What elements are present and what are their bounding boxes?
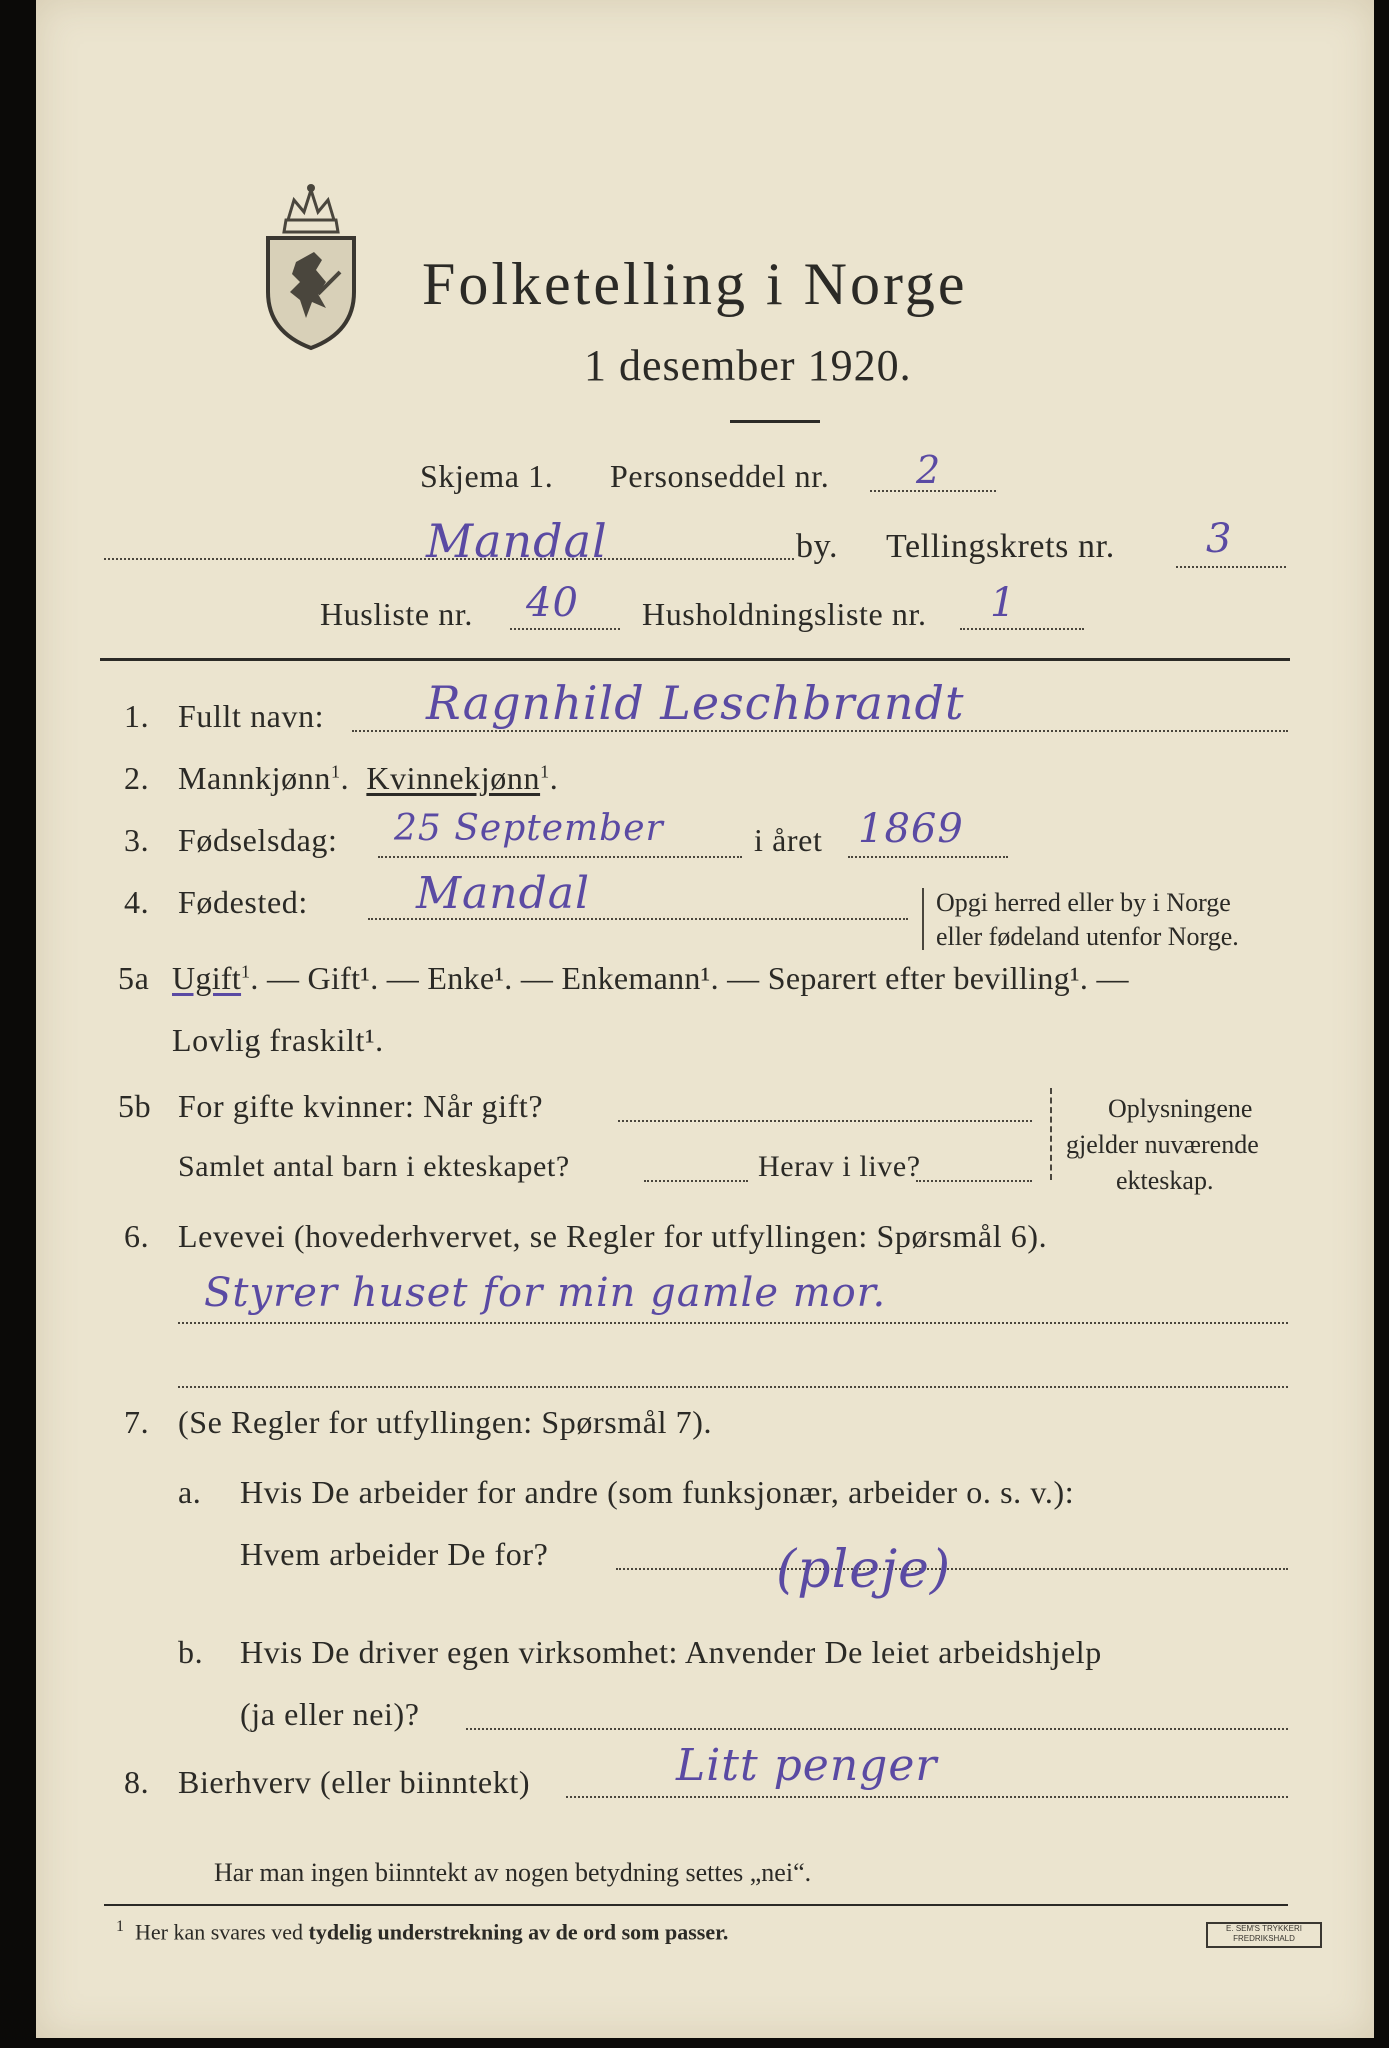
birthplace-value[interactable]: Mandal bbox=[416, 868, 591, 919]
skjema-label: Skjema 1. bbox=[420, 458, 554, 494]
q6-line2 bbox=[178, 1386, 1288, 1388]
ugift-option[interactable]: Ugift bbox=[172, 960, 242, 996]
q7b-letter: b. bbox=[178, 1634, 204, 1670]
q7a-letter: a. bbox=[178, 1474, 202, 1510]
q2-number: 2. bbox=[124, 760, 150, 796]
husholdning-label: Husholdningsliste nr. bbox=[642, 596, 927, 632]
q5b-label2: Samlet antal barn i ekteskapet? bbox=[178, 1150, 570, 1183]
q5b-children-line bbox=[644, 1180, 748, 1182]
male-option[interactable]: Mannkjønn bbox=[178, 760, 331, 796]
census-form bbox=[36, 0, 1374, 2038]
q5b-number: 5b bbox=[118, 1088, 152, 1124]
female-footnote-mark: 1 bbox=[540, 761, 550, 782]
q5b-brace bbox=[1050, 1088, 1052, 1180]
occupation-value[interactable]: Styrer huset for min gamle mor. bbox=[204, 1270, 887, 1316]
q5a-other-options: . — Gift¹. — Enke¹. — Enkemann¹. — Separert efter bevilling¹. — bbox=[250, 960, 1129, 996]
tellingskrets-line bbox=[1176, 566, 1286, 568]
q3-label: Fødselsdag: bbox=[178, 822, 338, 858]
q7-label: (Se Regler for utfyllingen: Spørsmål 7). bbox=[178, 1404, 713, 1440]
q5b-note-line2: gjelder nuværende bbox=[1066, 1130, 1259, 1159]
full-name-value[interactable]: Ragnhild Leschbrandt bbox=[426, 676, 965, 730]
q5a-line2: Lovlig fraskilt¹. bbox=[172, 1022, 384, 1058]
husliste-value[interactable]: 40 bbox=[526, 580, 579, 626]
footnote bbox=[116, 1918, 728, 1945]
q5b-note-line1: Oplysningene bbox=[1108, 1094, 1253, 1123]
footnote-bold: tydelig understrekning av de ord som passer. bbox=[308, 1919, 729, 1945]
q6-label: Levevei (hovederhvervet, se Regler for utfyllingen: Spørsmål 6). bbox=[178, 1218, 1048, 1254]
footnote-mark: 1 bbox=[116, 1918, 124, 1935]
q7-number: 7. bbox=[124, 1404, 150, 1440]
q7b-line2: (ja eller nei)? bbox=[240, 1696, 420, 1732]
personseddel-value[interactable]: 2 bbox=[916, 448, 942, 492]
q1-line bbox=[352, 730, 1288, 732]
q5a-number: 5a bbox=[118, 960, 150, 996]
q7a-line1: Hvis De arbeider for andre (som funksjonær, arbeider o. s. v.): bbox=[240, 1474, 1075, 1510]
printer-stamp bbox=[1206, 1922, 1322, 1948]
q6-line1 bbox=[178, 1322, 1288, 1324]
q7b-line bbox=[466, 1728, 1288, 1730]
q3-day-line bbox=[378, 856, 742, 858]
side-income-value[interactable]: Litt penger bbox=[676, 1740, 938, 1791]
q6-number: 6. bbox=[124, 1218, 150, 1254]
employer-value[interactable]: (pleje) bbox=[776, 1540, 952, 1600]
male-footnote-mark: 1 bbox=[330, 761, 341, 782]
q8-number: 8. bbox=[124, 1764, 150, 1800]
q2-options: Mannkjønn$^1$. Kvinnekjønn$^1$. bbox=[178, 760, 559, 796]
q3-number: 3. bbox=[124, 822, 150, 858]
footnote-lead: Her kan svares ved bbox=[135, 1919, 303, 1945]
q2-end: . bbox=[549, 760, 559, 796]
q7a-line2: Hvem arbeider De for? bbox=[240, 1536, 549, 1572]
form-date: 1 desember 1920. bbox=[584, 341, 912, 390]
by-label: by. bbox=[796, 528, 839, 565]
title-divider bbox=[730, 420, 820, 423]
q7b-line1: Hvis De driver egen virksomhet: Anvender De leiet arbeidshjelp bbox=[240, 1634, 1102, 1670]
birth-year-value[interactable]: 1869 bbox=[858, 806, 964, 852]
q3-year-line bbox=[848, 856, 1008, 858]
footnote-divider bbox=[104, 1904, 1288, 1906]
q1-number: 1. bbox=[124, 698, 150, 734]
q1-label: Fullt navn: bbox=[178, 698, 325, 734]
ugift-footnote-mark: 1 bbox=[241, 961, 251, 982]
q4-number: 4. bbox=[124, 884, 150, 920]
q5b-label3: Herav i live? bbox=[758, 1150, 921, 1183]
q5b-label1: For gifte kvinner: Når gift? bbox=[178, 1088, 544, 1124]
header-divider bbox=[100, 658, 1290, 661]
female-option[interactable]: Kvinnekjønn bbox=[366, 760, 541, 796]
husliste-line bbox=[510, 628, 620, 630]
husholdning-line bbox=[960, 628, 1084, 630]
q3-year-label: i året bbox=[754, 822, 823, 858]
q4-note-line2: eller fødeland utenfor Norge. bbox=[936, 922, 1239, 951]
printer-stamp-line2: FREDRIKSHALD bbox=[1233, 1934, 1295, 1943]
q5b-note-line3: ekteskap. bbox=[1116, 1166, 1214, 1195]
coat-of-arms-icon bbox=[256, 182, 366, 352]
q8-line bbox=[566, 1796, 1288, 1798]
q8-label: Bierhverv (eller biinntekt) bbox=[178, 1764, 531, 1800]
husholdning-value[interactable]: 1 bbox=[990, 580, 1017, 626]
tellingskrets-value[interactable]: 3 bbox=[1206, 516, 1233, 562]
q4-label: Fødested: bbox=[178, 884, 308, 920]
tellingskrets-label: Tellingskrets nr. bbox=[886, 528, 1115, 565]
birth-day-value[interactable]: 25 September bbox=[394, 808, 664, 849]
q5b-living-line bbox=[916, 1180, 1032, 1182]
q7a-line bbox=[616, 1568, 1288, 1570]
q5a-options bbox=[172, 960, 1129, 997]
q4-note-line1: Opgi herred eller by i Norge bbox=[936, 888, 1231, 917]
form-title: Folketelling i Norge bbox=[422, 251, 968, 317]
personseddel-label: Personseddel nr. bbox=[610, 458, 830, 494]
husliste-label: Husliste nr. bbox=[320, 596, 473, 632]
printer-stamp-line1: E. SEM'S TRYKKERI bbox=[1226, 1924, 1302, 1933]
place-value[interactable]: Mandal bbox=[426, 514, 608, 568]
q5b-married-line bbox=[618, 1120, 1032, 1122]
q4-brace bbox=[922, 888, 924, 950]
bottom-note: Har man ingen biinntekt av nogen betydning settes „nei“. bbox=[214, 1858, 812, 1887]
